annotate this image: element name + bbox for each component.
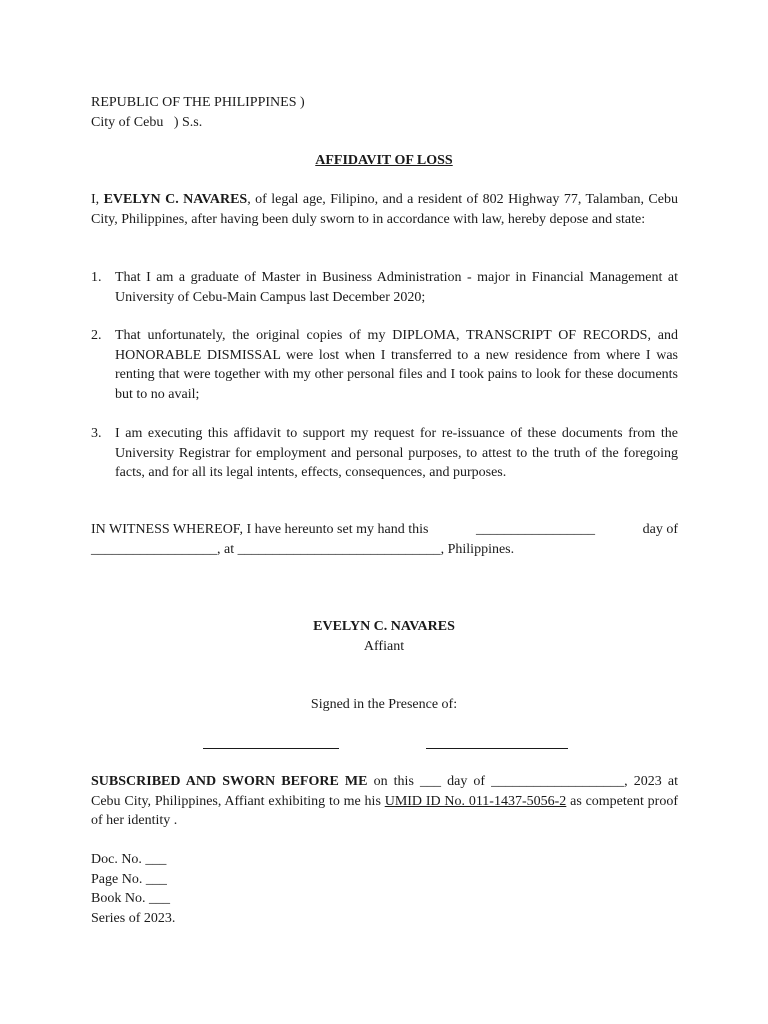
affiant-name: EVELYN C. NAVARES [313, 619, 455, 634]
list-item-number: 1. [91, 270, 102, 285]
series: Series of 2023. [91, 910, 176, 926]
date-blank: _________________ [476, 522, 596, 537]
list-item-number: 2. [91, 328, 102, 343]
presence-label: Signed in the Presence of: [310, 697, 458, 712]
venue-country: REPUBLIC OF THE PHILIPPINES ) [91, 95, 305, 110]
witness-signature-line-1 [203, 736, 339, 749]
witness-text: IN WITNESS WHEREOF, I have hereunto set my hand this [91, 522, 429, 537]
list-item-text: I am executing this affidavit to support my request for re-issuance of these documents from the University Registrar for employment and personal purposes, to attest to the truth of the foregoing facts, and for all its legal intents, effects, consequences, and purposes. [115, 426, 678, 480]
page-no: Page No. ___ [91, 871, 167, 887]
witness-clause [91, 520, 678, 559]
doc-no: Doc. No. ___ [91, 852, 167, 867]
list-item-number: 3. [91, 426, 102, 441]
list-item-text: That I am a graduate of Master in Business Administration - major in Financial Management at University of Cebu-Main Campus last December 2020; [115, 270, 678, 305]
intro-paragraph [91, 190, 678, 229]
affiant-signature-block [0, 617, 768, 656]
venue-city: City of Cebu ) S.s. [91, 114, 203, 130]
book-no: Book No. ___ [91, 891, 170, 906]
intro-text: , of legal age, Filipino, and a resident of 802 Highway 77, Talamban, Cebu City, Philippines, after having been duly sworn to in accordance with law, hereby depose and state: [91, 192, 678, 227]
affiant-role: Affiant [363, 638, 405, 654]
list-item-text: That unfortunately, the original copies of my DIPLOMA, TRANSCRIPT OF RECORDS, and HONORABLE DISMISSAL were lost when I transferred to a new residence from where I was renting that were together with my other personal files and I took pains to look for these documents but to no avail; [115, 328, 678, 402]
notarial-register [91, 850, 678, 928]
list-item [91, 424, 678, 483]
jurat-heading: SUBSCRIBED AND SWORN BEFORE ME [91, 774, 368, 789]
list-item [91, 268, 678, 307]
jurat-paragraph [91, 772, 678, 831]
document-title [0, 151, 768, 171]
intro-prefix: I, [91, 192, 104, 207]
jurat-text-1: on this ___ day of ___________________, 2023 at Cebu City, Philippines, Affiant exhibiting to me his [91, 774, 678, 809]
venue-header [91, 93, 678, 132]
witness-signature-line-2 [426, 736, 568, 749]
place-blank: _____________________________ [237, 541, 441, 557]
month-blank: __________________ [91, 541, 217, 557]
witness-line-1 [91, 520, 678, 540]
witness-end: , Philippines. [440, 541, 515, 557]
witness-at: , at [217, 541, 238, 557]
jurat-text-2: as competent proof of her identity . [91, 793, 679, 828]
affiant-name-inline: EVELYN C. NAVARES [103, 192, 248, 207]
document-title-text: AFFIDAVIT OF LOSS [315, 153, 453, 168]
list-item [91, 326, 678, 404]
witness-line-2 [91, 540, 678, 560]
witness-day-of: day of [642, 522, 678, 537]
umid-id: UMID ID No. 011-1437-5056-2 [384, 793, 567, 809]
